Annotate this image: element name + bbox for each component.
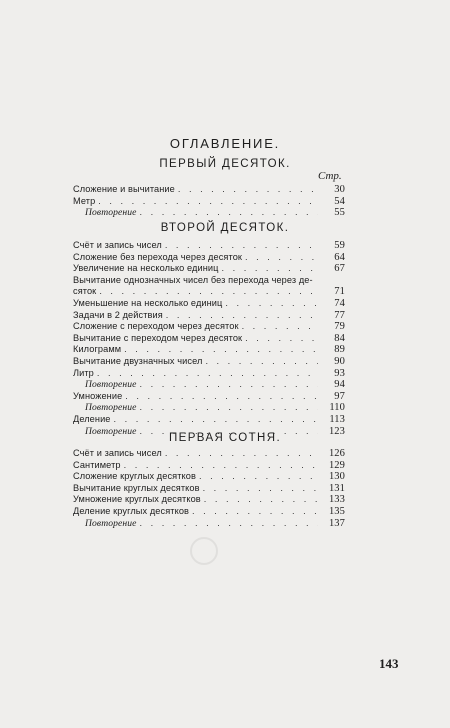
toc-entry: Повторение . . . 94 — [73, 379, 345, 391]
toc-entry: Сложение круглых десятков . . . 130 — [73, 471, 345, 483]
toc-entry: Повторение . . . 55 — [73, 207, 345, 219]
toc-entry: Счёт и запись чисел . . . 59 — [73, 240, 345, 252]
section-title-second-ten: ВТОРОЙ ДЕСЯТОК. — [160, 222, 290, 234]
toc-entry: Повторение . . . 110 — [73, 402, 345, 414]
page-number: 143 — [379, 656, 399, 671]
section-entries-first-ten — [73, 184, 345, 219]
page-column-header: Стр. — [318, 170, 342, 182]
toc-entry: Деление . . . 113 — [73, 414, 345, 426]
toc-entry: Умножение . . . 97 — [73, 391, 345, 403]
section-entries-second-ten — [73, 240, 345, 437]
toc-entry: Вычитание круглых десятков . . . 131 — [73, 483, 345, 495]
toc-entry: Вычитание двузначных чисел . . . 90 — [73, 356, 345, 368]
toc-entry: Вычитание однозначных чисел без перехода через де- — [73, 274, 313, 285]
toc-entry: Задачи в 2 действия . . . 77 — [73, 310, 345, 322]
toc-entry: Сложение без перехода через десяток . . . 64 — [73, 252, 345, 264]
toc-entry: Деление круглых десятков . . . 135 — [73, 506, 345, 518]
toc-entry: Уменьшение на несколько единиц . . . 74 — [73, 298, 345, 310]
toc-entry: Повторение . . . 123 — [73, 426, 345, 438]
toc-entry: Литр . . . 93 — [73, 368, 345, 380]
toc-title: ОГЛАВЛЕНИЕ. — [169, 136, 281, 151]
bleed-through-stamp — [190, 537, 218, 565]
toc-entry: Умножение круглых десятков . . . 133 — [73, 494, 345, 506]
section-entries-first-hundred — [73, 448, 345, 529]
toc-entry: Вычитание с переходом через десяток . . . 84 — [73, 333, 345, 345]
section-title-first-hundred: ПЕРВАЯ СОТНЯ. — [168, 432, 282, 444]
section-title-first-ten: ПЕРВЫЙ ДЕСЯТОК. — [159, 158, 291, 170]
toc-entry: Сантиметр . . . 129 — [73, 460, 345, 472]
toc-entry: Сложение с переходом через десяток . . . 79 — [73, 321, 345, 333]
toc-entry: Сложение и вычитание . . . 30 — [73, 184, 345, 196]
toc-entry: Повторение . . . 137 — [73, 518, 345, 530]
toc-entry: сяток . . . 71 — [73, 286, 345, 298]
toc-entry: Килограмм . . . 89 — [73, 344, 345, 356]
toc-entry: Счёт и запись чисел . . . 126 — [73, 448, 345, 460]
toc-entry: Увеличение на несколько единиц . . . 67 — [73, 263, 345, 275]
toc-entry: Метр . . . 54 — [73, 196, 345, 208]
